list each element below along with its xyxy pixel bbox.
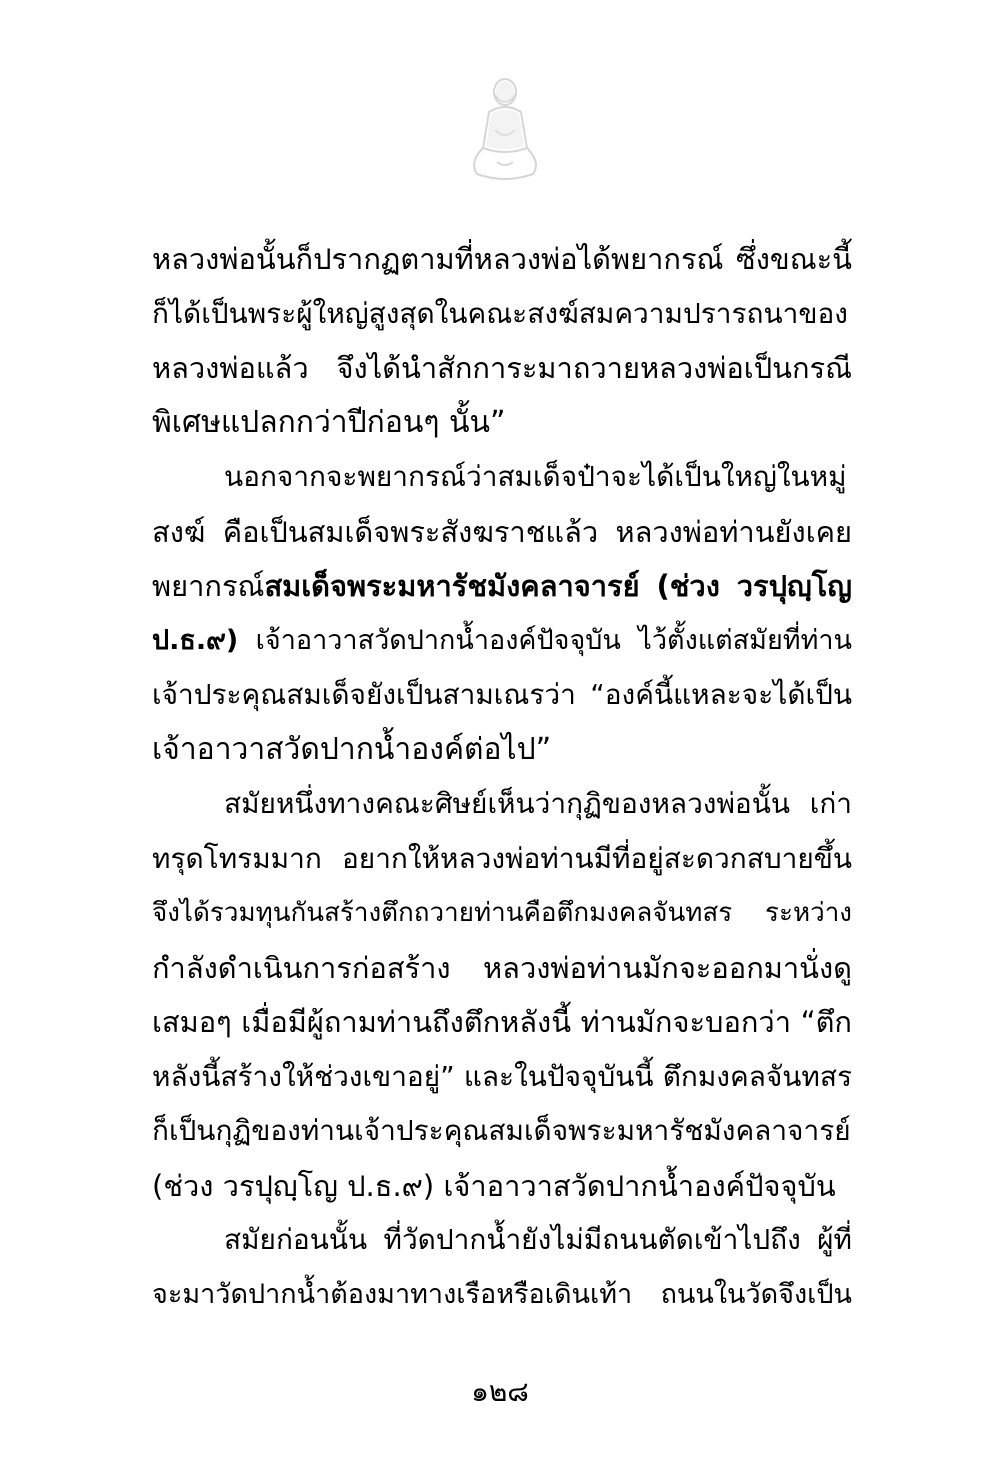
text-segment: ก็เป็นกุฏิของท่านเจ้าประคุณสมเด็จพระมหารัชมังคลาจารย์ <box>152 1114 851 1147</box>
text-segment: ก็ได้เป็นพระผู้ใหญ่สูงสุดในคณะสงฆ์สมความปรารถนาของ <box>152 296 848 330</box>
paragraph-start-line <box>152 777 852 832</box>
text-segment: ทรุดโทรมมาก อยากให้หลวงพ่อท่านมีที่อยู่สะดวกสบายขึ้น <box>152 841 852 875</box>
text-segment: จึงได้รวมทุนกันสร้างตึกถวายท่านคือตึกมงคลจันทสร ระหว่าง <box>152 898 852 928</box>
text-line <box>152 995 852 1050</box>
text-segment: เจ้าประคุณสมเด็จยังเป็นสามเณรว่า “องค์นี้แหละจะได้เป็น <box>152 678 852 711</box>
text-segment: หลวงพ่อแล้ว จึงได้นำสักการะมาถวายหลวงพ่อเป็นกรณี <box>152 351 852 385</box>
text-line <box>152 1050 852 1105</box>
text-line <box>152 723 852 778</box>
text-segment: จะมาวัดปากน้ำต้องมาทางเรือหรือเดินเท้า ถนนในวัดจึงเป็น <box>152 1278 852 1310</box>
text-line <box>152 1104 852 1159</box>
text-segment: หลวงพ่อนั้นก็ปรากฏตามที่หลวงพ่อได้พยากรณ์ ซึ่งขณะนี้ <box>152 242 852 276</box>
text-segment: เจ้าอาวาสวัดปากน้ำองค์ปัจจุบัน ไว้ตั้งแต่สมัยที่ท่าน <box>238 624 852 656</box>
body-text <box>152 232 852 1322</box>
text-line <box>152 341 852 396</box>
text-segment: (ช่วง วรปุญฺโญ ป.ธ.๙) เจ้าอาวาสวัดปากน้ำองค์ปัจจุบัน <box>152 1168 836 1203</box>
text-line <box>152 886 852 941</box>
text-line-with-bold-title <box>152 614 852 669</box>
seated-monk-icon <box>455 70 555 190</box>
text-line <box>152 505 852 560</box>
text-segment: สงฆ์ คือเป็นสมเด็จพระสังฆราชแล้ว หลวงพ่อท่านยังเคย <box>152 514 852 549</box>
text-segment: กำลังดำเนินการก่อสร้าง หลวงพ่อท่านมักจะออกมานั่งดู <box>152 950 852 985</box>
text-line <box>152 668 852 723</box>
page-number: ๑๒๘ <box>471 1375 529 1408</box>
text-segment: หลังนี้สร้างให้ช่วงเขาอยู่” และในปัจจุบันนี้ ตึกมงคลจันทสร <box>152 1059 852 1093</box>
bold-title-segment: สมเด็จพระมหารัชมังคลาจารย์ (ช่วง วรปุญฺโญ <box>264 569 852 603</box>
text-segment: พิเศษแปลกกว่าปีก่อนๆ นั้น” <box>152 404 506 440</box>
text-line <box>152 232 852 287</box>
text-line <box>152 396 852 451</box>
text-line-with-bold-title <box>152 559 852 614</box>
text-line <box>152 1268 852 1323</box>
paragraph-start-line <box>152 450 852 505</box>
text-segment: พยากรณ์ <box>152 569 265 603</box>
text-segment: สมัยก่อนนั้น ที่วัดปากน้ำยังไม่มีถนนตัดเข้าไปถึง ผู้ที่ <box>224 1223 852 1256</box>
text-segment: นอกจากจะพยากรณ์ว่าสมเด็จป๋าจะได้เป็นใหญ่ในหมู่ <box>224 460 847 493</box>
paragraph-start-line <box>152 1213 852 1268</box>
text-line <box>152 941 852 996</box>
text-segment: สมัยหนึ่งทางคณะศิษย์เห็นว่ากุฏิของหลวงพ่อนั้น เก่า <box>224 787 852 820</box>
bold-title-segment: ป.ธ.๙) <box>152 624 239 656</box>
text-line <box>152 832 852 887</box>
text-line <box>152 287 852 342</box>
text-segment: เจ้าอาวาสวัดปากน้ำองค์ต่อไป” <box>152 731 552 767</box>
text-line <box>152 1159 852 1214</box>
text-segment: เสมอๆ เมื่อมีผู้ถามท่านถึงตึกหลังนี้ ท่านมักจะบอกว่า “ตึก <box>152 1005 852 1039</box>
